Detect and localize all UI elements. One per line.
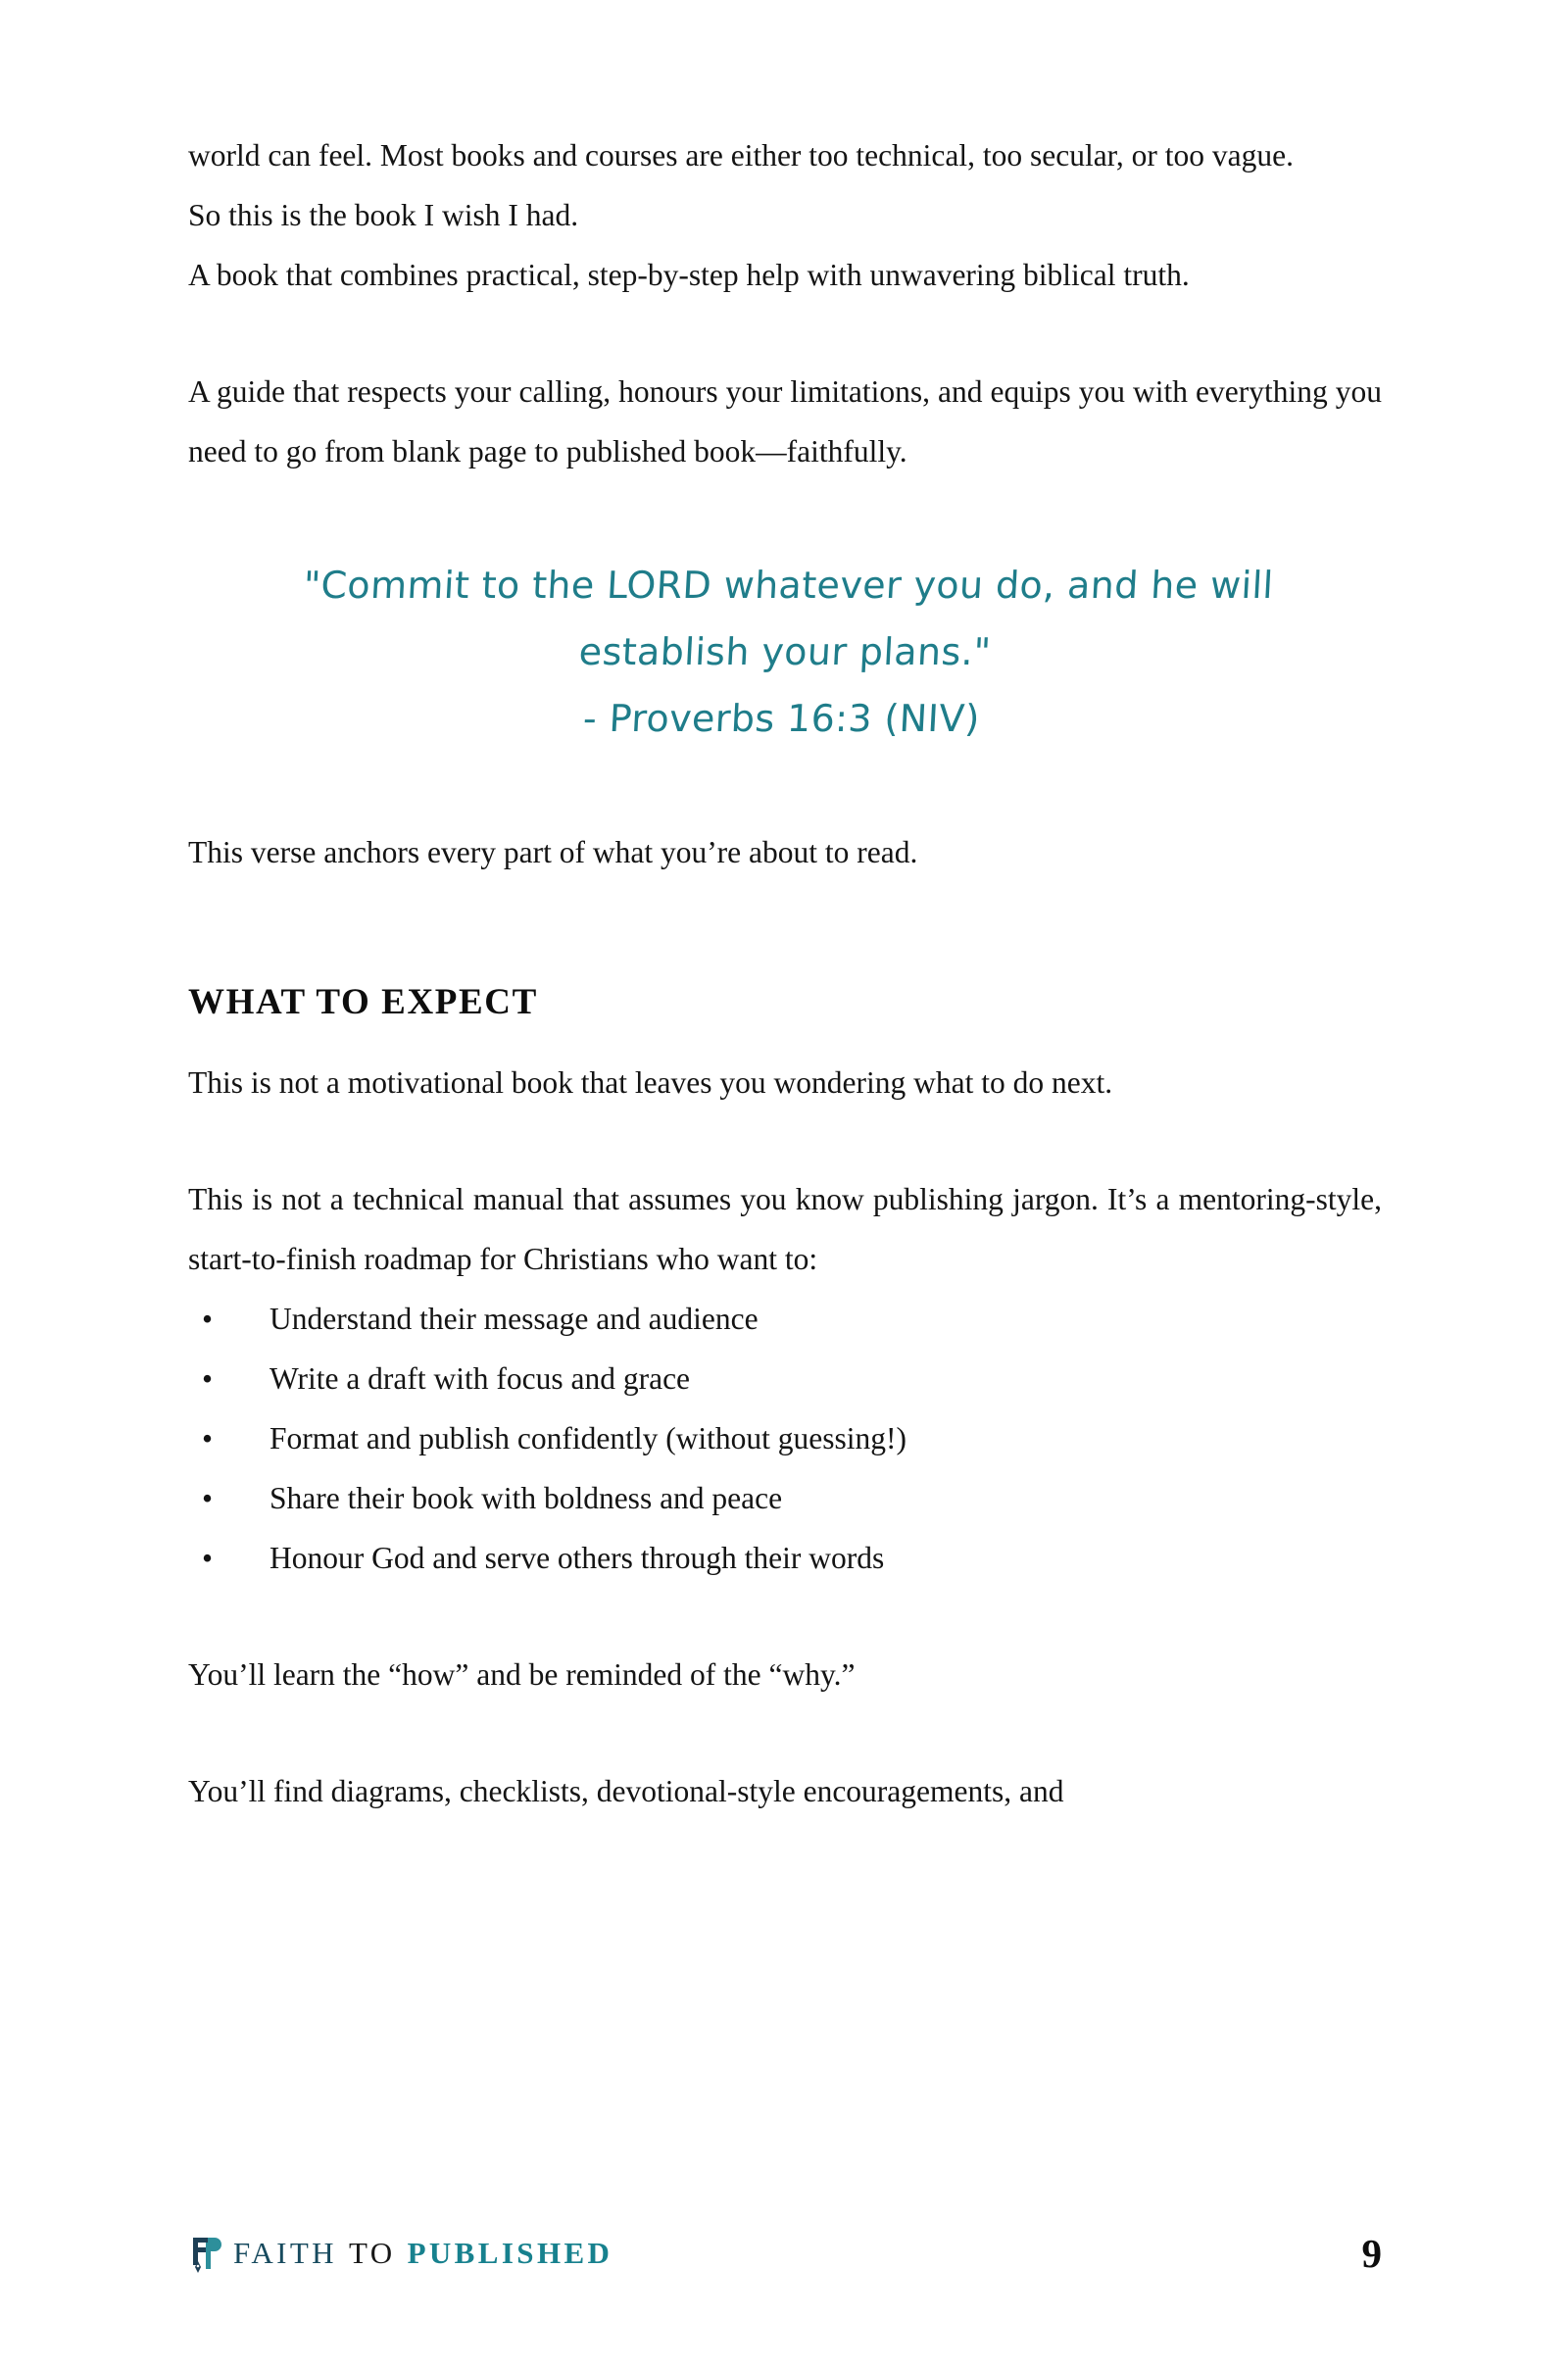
page-content — [188, 125, 1382, 1821]
bullet-icon: • — [202, 1481, 214, 1515]
heading-what-to-expect: WHAT TO EXPECT — [188, 982, 538, 1022]
paragraph-not-technical-manual: This is not a technical manual that assumes you know publishing jargon. It’s a mentoring-style, start-to-finish roadmap for Christians who want to: — [188, 1182, 1382, 1276]
page-number: 9 — [1361, 2230, 1382, 2276]
bullet-icon: • — [202, 1421, 214, 1455]
bullet-icon: • — [202, 1361, 214, 1396]
fp-monogram-pen-icon — [188, 2232, 221, 2275]
wordmark-to: TO — [348, 2236, 396, 2270]
list-item-label: Format and publish confidently (without guessing!) — [270, 1421, 907, 1455]
paragraph-youll-learn-the-how: You’ll learn the “how” and be reminded of the “why.” — [188, 1657, 856, 1692]
spacer — [188, 882, 1382, 978]
wordmark-faith: FAITH — [233, 2236, 337, 2270]
scripture-quote — [183, 552, 1388, 752]
scripture-quote-line-2: establish your plans." — [577, 630, 993, 673]
paragraph-this-verse-anchors: This verse anchors every part of what you’re about to read. — [188, 835, 918, 869]
list-item — [188, 1349, 1382, 1408]
spacer — [188, 752, 1382, 822]
paragraph-not-motivational-book: This is not a motivational book that leaves you wondering what to do next. — [188, 1065, 1113, 1100]
paragraph-a-guide-that-respects: A guide that respects your calling, honours your limitations, and equips you with everything you need to go from blank page to published book—faithfully. — [188, 374, 1382, 468]
list-item — [188, 1528, 1382, 1588]
scripture-quote-reference: - Proverbs 16:3 (NIV) — [581, 697, 981, 740]
list-item-label: Understand their message and audience — [270, 1302, 759, 1336]
bullet-icon: • — [202, 1302, 214, 1336]
list-item-label: Honour God and serve others through their words — [270, 1541, 885, 1575]
paragraph-youll-find-diagrams: You’ll find diagrams, checklists, devotional-style encouragements, and — [188, 1774, 1064, 1808]
list-item-label: Share their book with boldness and peace — [270, 1481, 783, 1515]
spacer — [188, 305, 1382, 362]
bullet-icon: • — [202, 1541, 214, 1575]
spacer — [188, 481, 1382, 552]
spacer — [188, 1112, 1382, 1169]
paragraph-world-can-feel: world can feel. Most books and courses are either too technical, too secular, or too vague. — [188, 138, 1294, 173]
brand-lockup — [188, 2232, 612, 2275]
list-item — [188, 1408, 1382, 1468]
wordmark-published: PUBLISHED — [407, 2236, 613, 2270]
list-item — [188, 1468, 1382, 1528]
wordmark — [233, 2236, 612, 2271]
page-footer — [188, 2226, 1382, 2281]
list-item — [188, 1289, 1382, 1349]
scripture-quote-line-1: "Commit to the LORD whatever you do, and he will — [302, 564, 1275, 607]
paragraph-a-book-that-combines: A book that combines practical, step-by-step help with unwavering biblical truth. — [188, 258, 1190, 292]
paragraph-so-this-is-the-book: So this is the book I wish I had. — [188, 198, 579, 232]
list-item-label: Write a draft with focus and grace — [270, 1361, 691, 1396]
spacer — [188, 1588, 1382, 1645]
spacer — [188, 1704, 1382, 1761]
spacer — [188, 1027, 1382, 1053]
what-to-expect-list — [188, 1289, 1382, 1588]
